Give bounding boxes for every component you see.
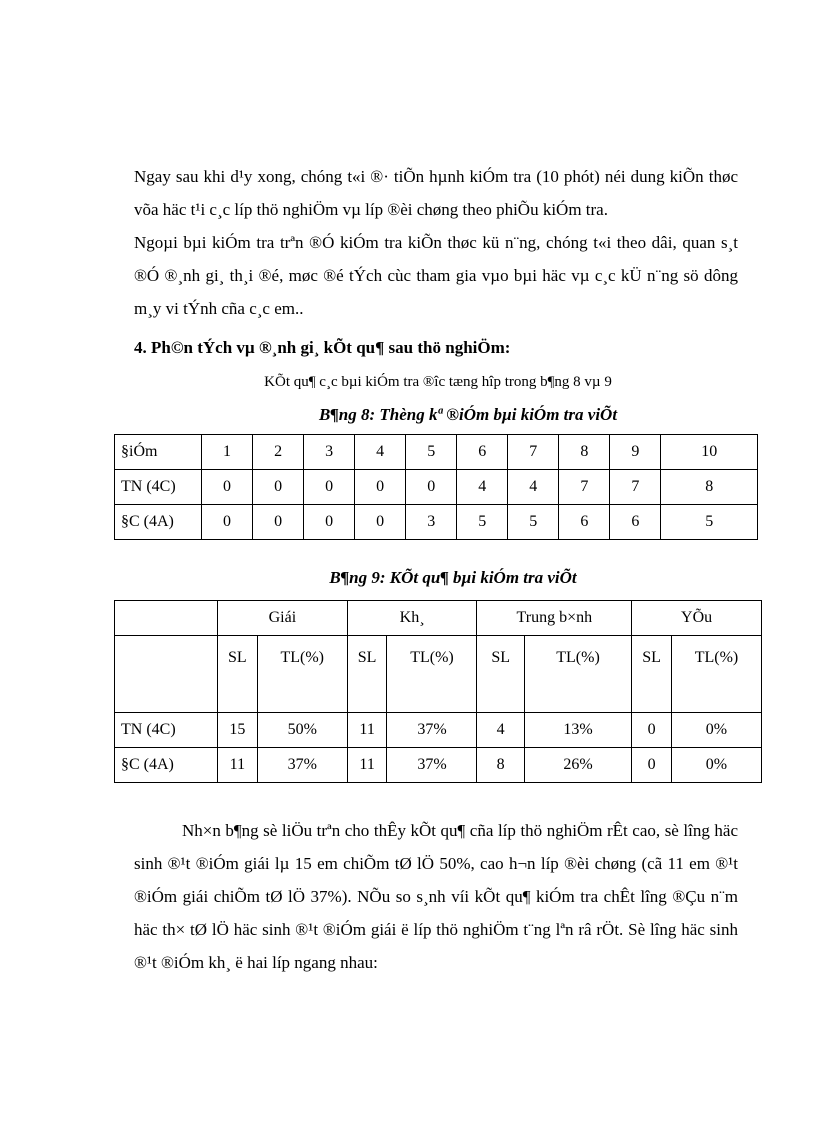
table-cell: 0 [406, 470, 457, 505]
table-cell: 8 [477, 748, 524, 783]
table-row [115, 713, 762, 748]
table-cell: 4 [477, 713, 524, 748]
table-cell: SL [347, 636, 387, 713]
table-9 [114, 600, 762, 783]
table-cell: 26% [524, 748, 631, 783]
table-cell: 10 [661, 435, 758, 470]
table-row [115, 748, 762, 783]
table-cell: 37% [387, 713, 477, 748]
table-cell: 0 [253, 505, 304, 540]
table-cell: 1 [202, 435, 253, 470]
table-cell: TL(%) [257, 636, 347, 713]
table-cell: SL [477, 636, 524, 713]
table-cell: 37% [387, 748, 477, 783]
table-cell: 0 [304, 505, 355, 540]
table-cell: 3 [406, 505, 457, 540]
paragraph-2: Ngoµi bµi kiÓm tra trªn ®Ó kiÓm tra kiÕn thøc kü n¨ng, chóng t«i theo dâi, quan s¸t ®Ó ®¸nh gi¸ th¸i ®é, møc ®é tÝch cùc tham gia vµo bµi häc vµ c¸c kÜ n¨ng sö dông m¸y vi tÝnh cña c¸c em.. [134, 233, 738, 318]
table-cell: 0 [202, 470, 253, 505]
table-row [115, 435, 758, 470]
table-cell: 0 [253, 470, 304, 505]
table-cell: 8 [661, 470, 758, 505]
table-cell: 4 [355, 435, 406, 470]
table-cell: 11 [347, 748, 387, 783]
table-cell: 7 [610, 470, 661, 505]
table-cell: 0 [304, 470, 355, 505]
table-cell: TN (4C) [115, 713, 218, 748]
table-cell: 11 [218, 748, 258, 783]
table-cell: 50% [257, 713, 347, 748]
paragraph-1: Ngay sau khi d¹y xong, chóng t«i ®· tiÕn hµnh kiÓm tra (10 phót) néi dung kiÕn thøc võa häc t¹i c¸c líp thö nghiÖm vµ líp ®èi chøng theo phiÕu kiÓm tra. [134, 167, 738, 219]
table-8 [114, 434, 758, 540]
table-cell: §iÓm [115, 435, 202, 470]
table-cell: 8 [559, 435, 610, 470]
table-cell: 0% [671, 713, 761, 748]
paragraph-3: Nh×n b¶ng sè liÖu trªn cho thÊy kÕt qu¶ cña líp thö nghiÖm rÊt cao, sè lîng häc sinh ®¹t ®iÓm giái lµ 15 em chiÕm tØ lÖ 50%, cao h¬n líp ®èi chøng (cã 11 em ®¹t ®iÓm giái chiÕm tØ lÖ 37%). NÕu so s¸nh víi kÕt qu¶ kiÓm tra chÊt lîng ®Çu n¨m häc th× tØ lÖ häc sinh ®¹t ®iÓm giái ë líp thö nghiÖm t¨ng lªn râ rÖt. Sè lîng häc sinh ®¹t ®iÓm kh¸ ë hai líp ngang nhau: [134, 821, 738, 972]
table-cell [115, 636, 218, 713]
table-cell: TL(%) [524, 636, 631, 713]
section-heading: 4. Ph©n tÝch vµ ®¸nh gi¸ kÕt qu¶ sau thö nghiÖm: [134, 338, 511, 357]
table-cell: 4 [508, 470, 559, 505]
table-row [115, 470, 758, 505]
table-cell: 6 [610, 505, 661, 540]
table-8-caption: B¶ng 8: Thèng kª ®iÓm bµi kiÓm tra viÕt [318, 405, 618, 424]
table-cell: 0 [202, 505, 253, 540]
table-cell [115, 601, 218, 636]
table-cell: YÕu [632, 601, 762, 636]
table-9-caption: B¶ng 9: KÕt qu¶ bµi kiÓm tra viÕt [329, 568, 577, 587]
table-cell: 5 [661, 505, 758, 540]
table-cell: 7 [559, 470, 610, 505]
table-cell: 9 [610, 435, 661, 470]
table-cell: 0 [355, 505, 406, 540]
table-cell: §C (4A) [115, 748, 218, 783]
table-cell: 7 [508, 435, 559, 470]
table-cell: TL(%) [671, 636, 761, 713]
table-cell: 5 [406, 435, 457, 470]
table-cell: 4 [457, 470, 508, 505]
table-cell: TN (4C) [115, 470, 202, 505]
table-cell: Kh¸ [347, 601, 477, 636]
table-row [115, 601, 762, 636]
table-cell: 6 [457, 435, 508, 470]
table-cell: 2 [253, 435, 304, 470]
table-cell: SL [632, 636, 672, 713]
table-cell: Trung b×nh [477, 601, 632, 636]
table-cell: 5 [508, 505, 559, 540]
table-cell: 15 [218, 713, 258, 748]
table-cell: Giái [218, 601, 348, 636]
table-cell: 13% [524, 713, 631, 748]
table-cell: §C (4A) [115, 505, 202, 540]
table-cell: 11 [347, 713, 387, 748]
table-row [115, 636, 762, 713]
table-cell: 5 [457, 505, 508, 540]
table-cell: 3 [304, 435, 355, 470]
table-cell: 6 [559, 505, 610, 540]
table-cell: TL(%) [387, 636, 477, 713]
table-cell: 0 [355, 470, 406, 505]
table-cell: 0 [632, 748, 672, 783]
table-cell: 37% [257, 748, 347, 783]
table-cell: 0% [671, 748, 761, 783]
table-cell: SL [218, 636, 258, 713]
table-row [115, 505, 758, 540]
table-cell: 0 [632, 713, 672, 748]
tables-intro: KÕt qu¶ c¸c bµi kiÓm tra ®îc tæng hîp trong b¶ng 8 vµ 9 [264, 374, 612, 390]
